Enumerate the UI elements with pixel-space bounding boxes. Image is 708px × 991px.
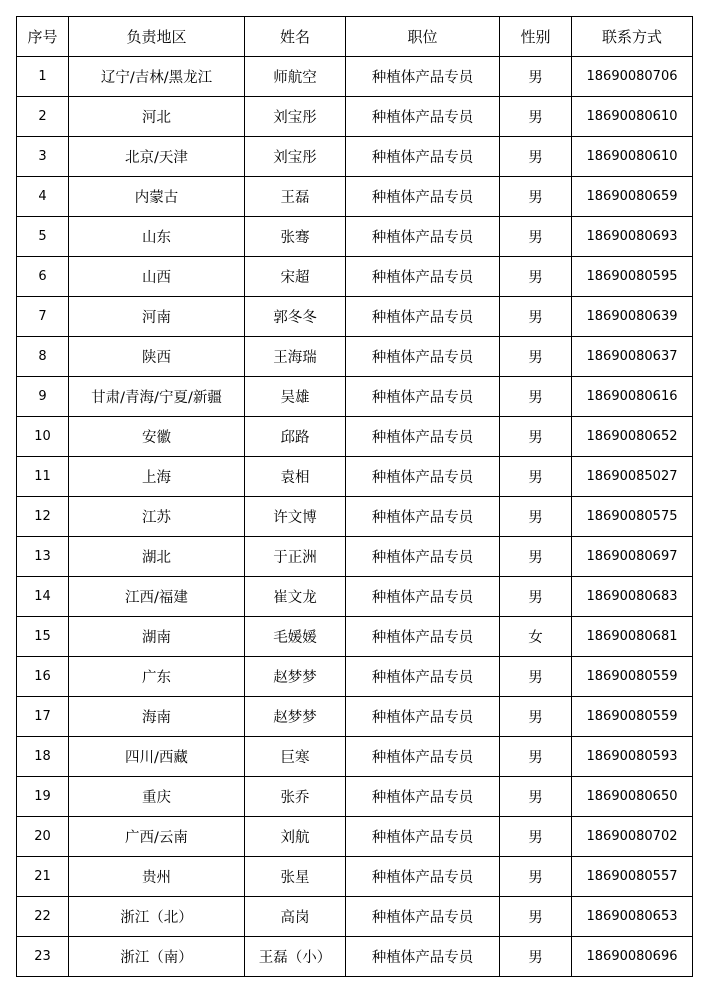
cell-gender: 男 <box>500 217 572 257</box>
table-row <box>17 537 693 577</box>
cell-gender: 男 <box>500 377 572 417</box>
cell-region: 广东 <box>69 657 245 697</box>
table-row <box>17 457 693 497</box>
cell-gender: 男 <box>500 777 572 817</box>
cell-region: 贵州 <box>69 857 245 897</box>
cell-name: 宋超 <box>245 257 346 297</box>
cell-contact: 18690080610 <box>572 97 693 137</box>
cell-gender: 男 <box>500 657 572 697</box>
cell-name: 许文博 <box>245 497 346 537</box>
cell-region: 重庆 <box>69 777 245 817</box>
cell-name: 崔文龙 <box>245 577 346 617</box>
cell-gender: 男 <box>500 257 572 297</box>
cell-name: 刘宝彤 <box>245 97 346 137</box>
table-row <box>17 937 693 977</box>
cell-index: 2 <box>17 97 69 137</box>
table-body <box>17 57 693 977</box>
cell-name: 赵梦梦 <box>245 657 346 697</box>
table-row <box>17 297 693 337</box>
cell-region: 湖北 <box>69 537 245 577</box>
cell-contact: 18690080706 <box>572 57 693 97</box>
cell-gender: 男 <box>500 497 572 537</box>
cell-contact: 18690080593 <box>572 737 693 777</box>
cell-region: 广西/云南 <box>69 817 245 857</box>
cell-gender: 男 <box>500 937 572 977</box>
cell-region: 山西 <box>69 257 245 297</box>
cell-position: 种植体产品专员 <box>346 457 500 497</box>
cell-gender: 男 <box>500 57 572 97</box>
cell-name: 师航空 <box>245 57 346 97</box>
cell-gender: 男 <box>500 817 572 857</box>
cell-contact: 18690080639 <box>572 297 693 337</box>
cell-region: 甘肃/青海/宁夏/新疆 <box>69 377 245 417</box>
cell-region: 浙江（南） <box>69 937 245 977</box>
cell-position: 种植体产品专员 <box>346 817 500 857</box>
cell-gender: 男 <box>500 137 572 177</box>
cell-index: 11 <box>17 457 69 497</box>
cell-gender: 男 <box>500 577 572 617</box>
cell-index: 6 <box>17 257 69 297</box>
table-row <box>17 137 693 177</box>
cell-index: 21 <box>17 857 69 897</box>
cell-contact: 18690080696 <box>572 937 693 977</box>
table-row <box>17 57 693 97</box>
cell-region: 四川/西藏 <box>69 737 245 777</box>
table-row <box>17 577 693 617</box>
cell-index: 9 <box>17 377 69 417</box>
cell-position: 种植体产品专员 <box>346 657 500 697</box>
table-row <box>17 857 693 897</box>
cell-index: 8 <box>17 337 69 377</box>
cell-gender: 男 <box>500 417 572 457</box>
cell-name: 张骞 <box>245 217 346 257</box>
cell-position: 种植体产品专员 <box>346 377 500 417</box>
table-row <box>17 497 693 537</box>
cell-contact: 18690080595 <box>572 257 693 297</box>
cell-region: 北京/天津 <box>69 137 245 177</box>
cell-position: 种植体产品专员 <box>346 97 500 137</box>
cell-gender: 男 <box>500 297 572 337</box>
cell-index: 7 <box>17 297 69 337</box>
cell-position: 种植体产品专员 <box>346 777 500 817</box>
table-header <box>17 17 693 57</box>
cell-index: 12 <box>17 497 69 537</box>
cell-gender: 男 <box>500 737 572 777</box>
header-row <box>17 17 693 57</box>
cell-position: 种植体产品专员 <box>346 177 500 217</box>
table-row <box>17 337 693 377</box>
header-position: 职位 <box>346 17 500 57</box>
header-gender: 性别 <box>500 17 572 57</box>
cell-index: 4 <box>17 177 69 217</box>
cell-region: 山东 <box>69 217 245 257</box>
cell-index: 22 <box>17 897 69 937</box>
table-row <box>17 897 693 937</box>
cell-contact: 18690080681 <box>572 617 693 657</box>
table-row <box>17 737 693 777</box>
cell-position: 种植体产品专员 <box>346 537 500 577</box>
cell-index: 5 <box>17 217 69 257</box>
cell-contact: 18690080693 <box>572 217 693 257</box>
cell-gender: 男 <box>500 857 572 897</box>
cell-gender: 女 <box>500 617 572 657</box>
cell-position: 种植体产品专员 <box>346 297 500 337</box>
cell-name: 张星 <box>245 857 346 897</box>
cell-position: 种植体产品专员 <box>346 617 500 657</box>
table-row <box>17 97 693 137</box>
cell-position: 种植体产品专员 <box>346 257 500 297</box>
cell-contact: 18690080659 <box>572 177 693 217</box>
cell-position: 种植体产品专员 <box>346 737 500 777</box>
table-row <box>17 817 693 857</box>
table-row <box>17 377 693 417</box>
header-name: 姓名 <box>245 17 346 57</box>
cell-index: 19 <box>17 777 69 817</box>
table-row <box>17 177 693 217</box>
cell-name: 刘航 <box>245 817 346 857</box>
cell-contact: 18690080702 <box>572 817 693 857</box>
cell-position: 种植体产品专员 <box>346 57 500 97</box>
cell-contact: 18690080616 <box>572 377 693 417</box>
cell-contact: 18690080610 <box>572 137 693 177</box>
cell-index: 20 <box>17 817 69 857</box>
cell-region: 江苏 <box>69 497 245 537</box>
cell-position: 种植体产品专员 <box>346 937 500 977</box>
table-row <box>17 257 693 297</box>
cell-contact: 18690080559 <box>572 697 693 737</box>
cell-position: 种植体产品专员 <box>346 577 500 617</box>
cell-contact: 18690080575 <box>572 497 693 537</box>
cell-region: 上海 <box>69 457 245 497</box>
cell-index: 1 <box>17 57 69 97</box>
cell-position: 种植体产品专员 <box>346 337 500 377</box>
cell-index: 3 <box>17 137 69 177</box>
cell-region: 安徽 <box>69 417 245 457</box>
cell-region: 陕西 <box>69 337 245 377</box>
cell-name: 王海瑞 <box>245 337 346 377</box>
cell-region: 河北 <box>69 97 245 137</box>
cell-region: 河南 <box>69 297 245 337</box>
table-row <box>17 617 693 657</box>
cell-name: 于正洲 <box>245 537 346 577</box>
cell-region: 内蒙古 <box>69 177 245 217</box>
cell-index: 16 <box>17 657 69 697</box>
cell-contact: 18690080653 <box>572 897 693 937</box>
header-region: 负责地区 <box>69 17 245 57</box>
staff-contact-table <box>16 16 693 977</box>
table-row <box>17 657 693 697</box>
cell-name: 邱路 <box>245 417 346 457</box>
cell-name: 郭冬冬 <box>245 297 346 337</box>
cell-contact: 18690085027 <box>572 457 693 497</box>
cell-name: 吴雄 <box>245 377 346 417</box>
cell-position: 种植体产品专员 <box>346 857 500 897</box>
cell-name: 巨寒 <box>245 737 346 777</box>
table-row <box>17 217 693 257</box>
cell-position: 种植体产品专员 <box>346 697 500 737</box>
cell-gender: 男 <box>500 337 572 377</box>
cell-name: 毛媛媛 <box>245 617 346 657</box>
cell-index: 14 <box>17 577 69 617</box>
table-row <box>17 697 693 737</box>
cell-position: 种植体产品专员 <box>346 417 500 457</box>
cell-name: 王磊（小） <box>245 937 346 977</box>
table-row <box>17 417 693 457</box>
table-row <box>17 777 693 817</box>
header-contact: 联系方式 <box>572 17 693 57</box>
cell-gender: 男 <box>500 177 572 217</box>
cell-index: 18 <box>17 737 69 777</box>
cell-region: 浙江（北） <box>69 897 245 937</box>
header-index: 序号 <box>17 17 69 57</box>
cell-gender: 男 <box>500 697 572 737</box>
cell-region: 海南 <box>69 697 245 737</box>
cell-index: 17 <box>17 697 69 737</box>
cell-contact: 18690080697 <box>572 537 693 577</box>
cell-name: 高岗 <box>245 897 346 937</box>
cell-position: 种植体产品专员 <box>346 137 500 177</box>
cell-position: 种植体产品专员 <box>346 897 500 937</box>
cell-contact: 18690080683 <box>572 577 693 617</box>
cell-contact: 18690080637 <box>572 337 693 377</box>
cell-region: 辽宁/吉林/黑龙江 <box>69 57 245 97</box>
cell-name: 王磊 <box>245 177 346 217</box>
cell-name: 赵梦梦 <box>245 697 346 737</box>
cell-gender: 男 <box>500 97 572 137</box>
cell-gender: 男 <box>500 537 572 577</box>
cell-index: 23 <box>17 937 69 977</box>
cell-contact: 18690080557 <box>572 857 693 897</box>
cell-position: 种植体产品专员 <box>346 497 500 537</box>
cell-contact: 18690080652 <box>572 417 693 457</box>
cell-name: 袁相 <box>245 457 346 497</box>
cell-index: 13 <box>17 537 69 577</box>
cell-name: 张乔 <box>245 777 346 817</box>
cell-position: 种植体产品专员 <box>346 217 500 257</box>
cell-contact: 18690080650 <box>572 777 693 817</box>
cell-region: 湖南 <box>69 617 245 657</box>
cell-name: 刘宝彤 <box>245 137 346 177</box>
cell-gender: 男 <box>500 457 572 497</box>
cell-index: 10 <box>17 417 69 457</box>
cell-contact: 18690080559 <box>572 657 693 697</box>
cell-index: 15 <box>17 617 69 657</box>
cell-region: 江西/福建 <box>69 577 245 617</box>
cell-gender: 男 <box>500 897 572 937</box>
